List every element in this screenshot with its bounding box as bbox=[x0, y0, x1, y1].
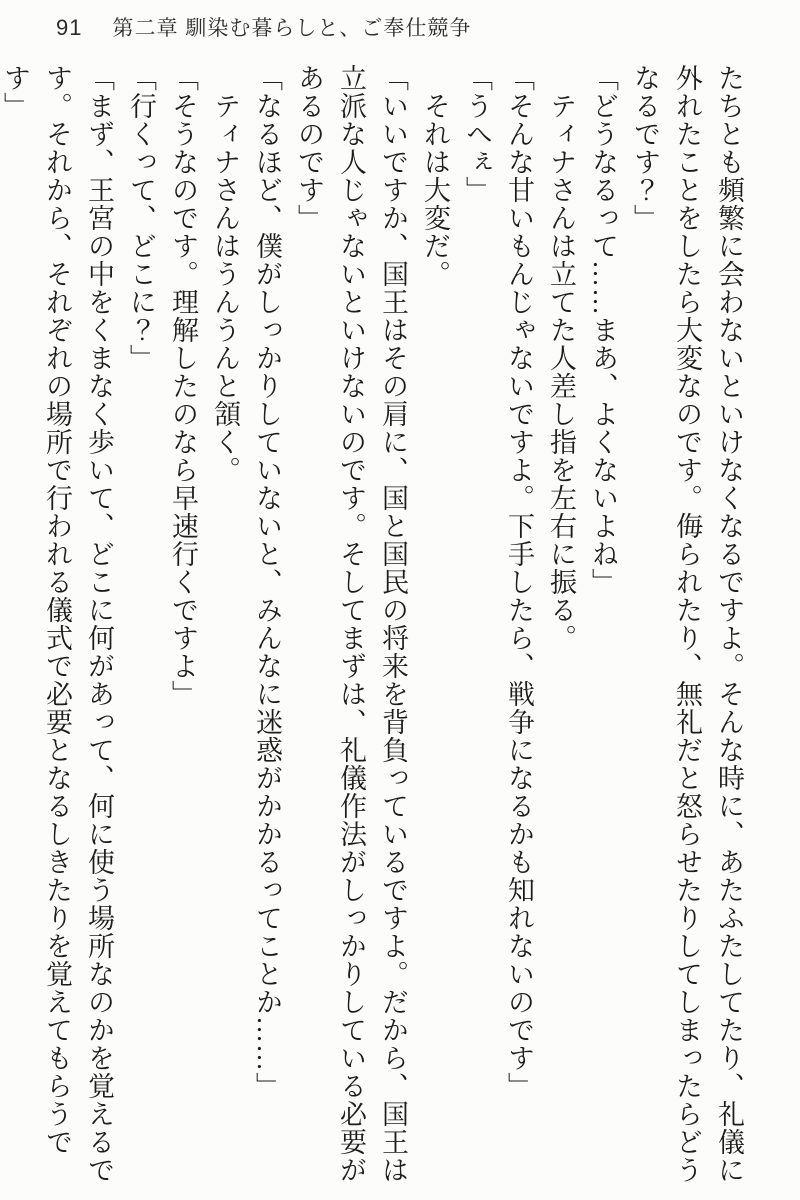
text-line: 外れたことをしたら大変なのです。侮られたり、無礼だと怒らせたりしてしまったらどう bbox=[672, 64, 702, 1184]
text-line: あるのです」 bbox=[294, 64, 324, 232]
text-line: 「なるほど、僕がしっかりしていないと、みんなに迷惑がかかるってことか……」 bbox=[252, 64, 282, 1100]
text-line: なるです？」 bbox=[630, 64, 660, 232]
text-line: それは大変だ。 bbox=[420, 92, 450, 288]
text-line: ティナさんは立てた人差し指を左右に振る。 bbox=[546, 92, 576, 652]
text-line: す。それから、それぞれの場所で行われる儀式で必要となるしきたりを覚えてもらうです」 bbox=[0, 64, 72, 1156]
text-line: 「そうなのです。理解したのなら早速行くですよ」 bbox=[168, 64, 198, 708]
text-line: ティナさんはうんうんと頷く。 bbox=[210, 92, 240, 484]
text-line: 立派な人じゃないといけないのです。そしてまずは、礼儀作法がしっかりしている必要が bbox=[336, 64, 366, 1184]
text-line: 「まず、王宮の中をくまなく歩いて、どこに何があって、何に使う場所なのかを覚えるで bbox=[84, 64, 114, 1184]
text-line: 「どうなるって……まあ、よくないよね」 bbox=[588, 64, 618, 596]
vertical-text-area bbox=[0, 64, 750, 1190]
text-line: 「行くって、どこに？」 bbox=[126, 64, 156, 372]
chapter-title: 第二章 馴染む暮らしと、ご奉仕競争 bbox=[112, 17, 472, 40]
text-line: 「そんな甘いもんじゃないですよ。下手したら、戦争になるかも知れないのです」 bbox=[504, 64, 534, 1100]
page-number: 91 bbox=[56, 15, 83, 40]
text-line: たちとも頻繁に会わないといけなくなるですよ。そんな時に、あたふたしてたり、礼儀に bbox=[714, 64, 744, 1184]
page-header bbox=[56, 12, 471, 42]
text-line: 「うへぇ」 bbox=[462, 64, 492, 204]
text-line: 「いいですか、国王はその肩に、国と国民の将来を背負っているですよ。だから、国王は bbox=[378, 64, 408, 1184]
